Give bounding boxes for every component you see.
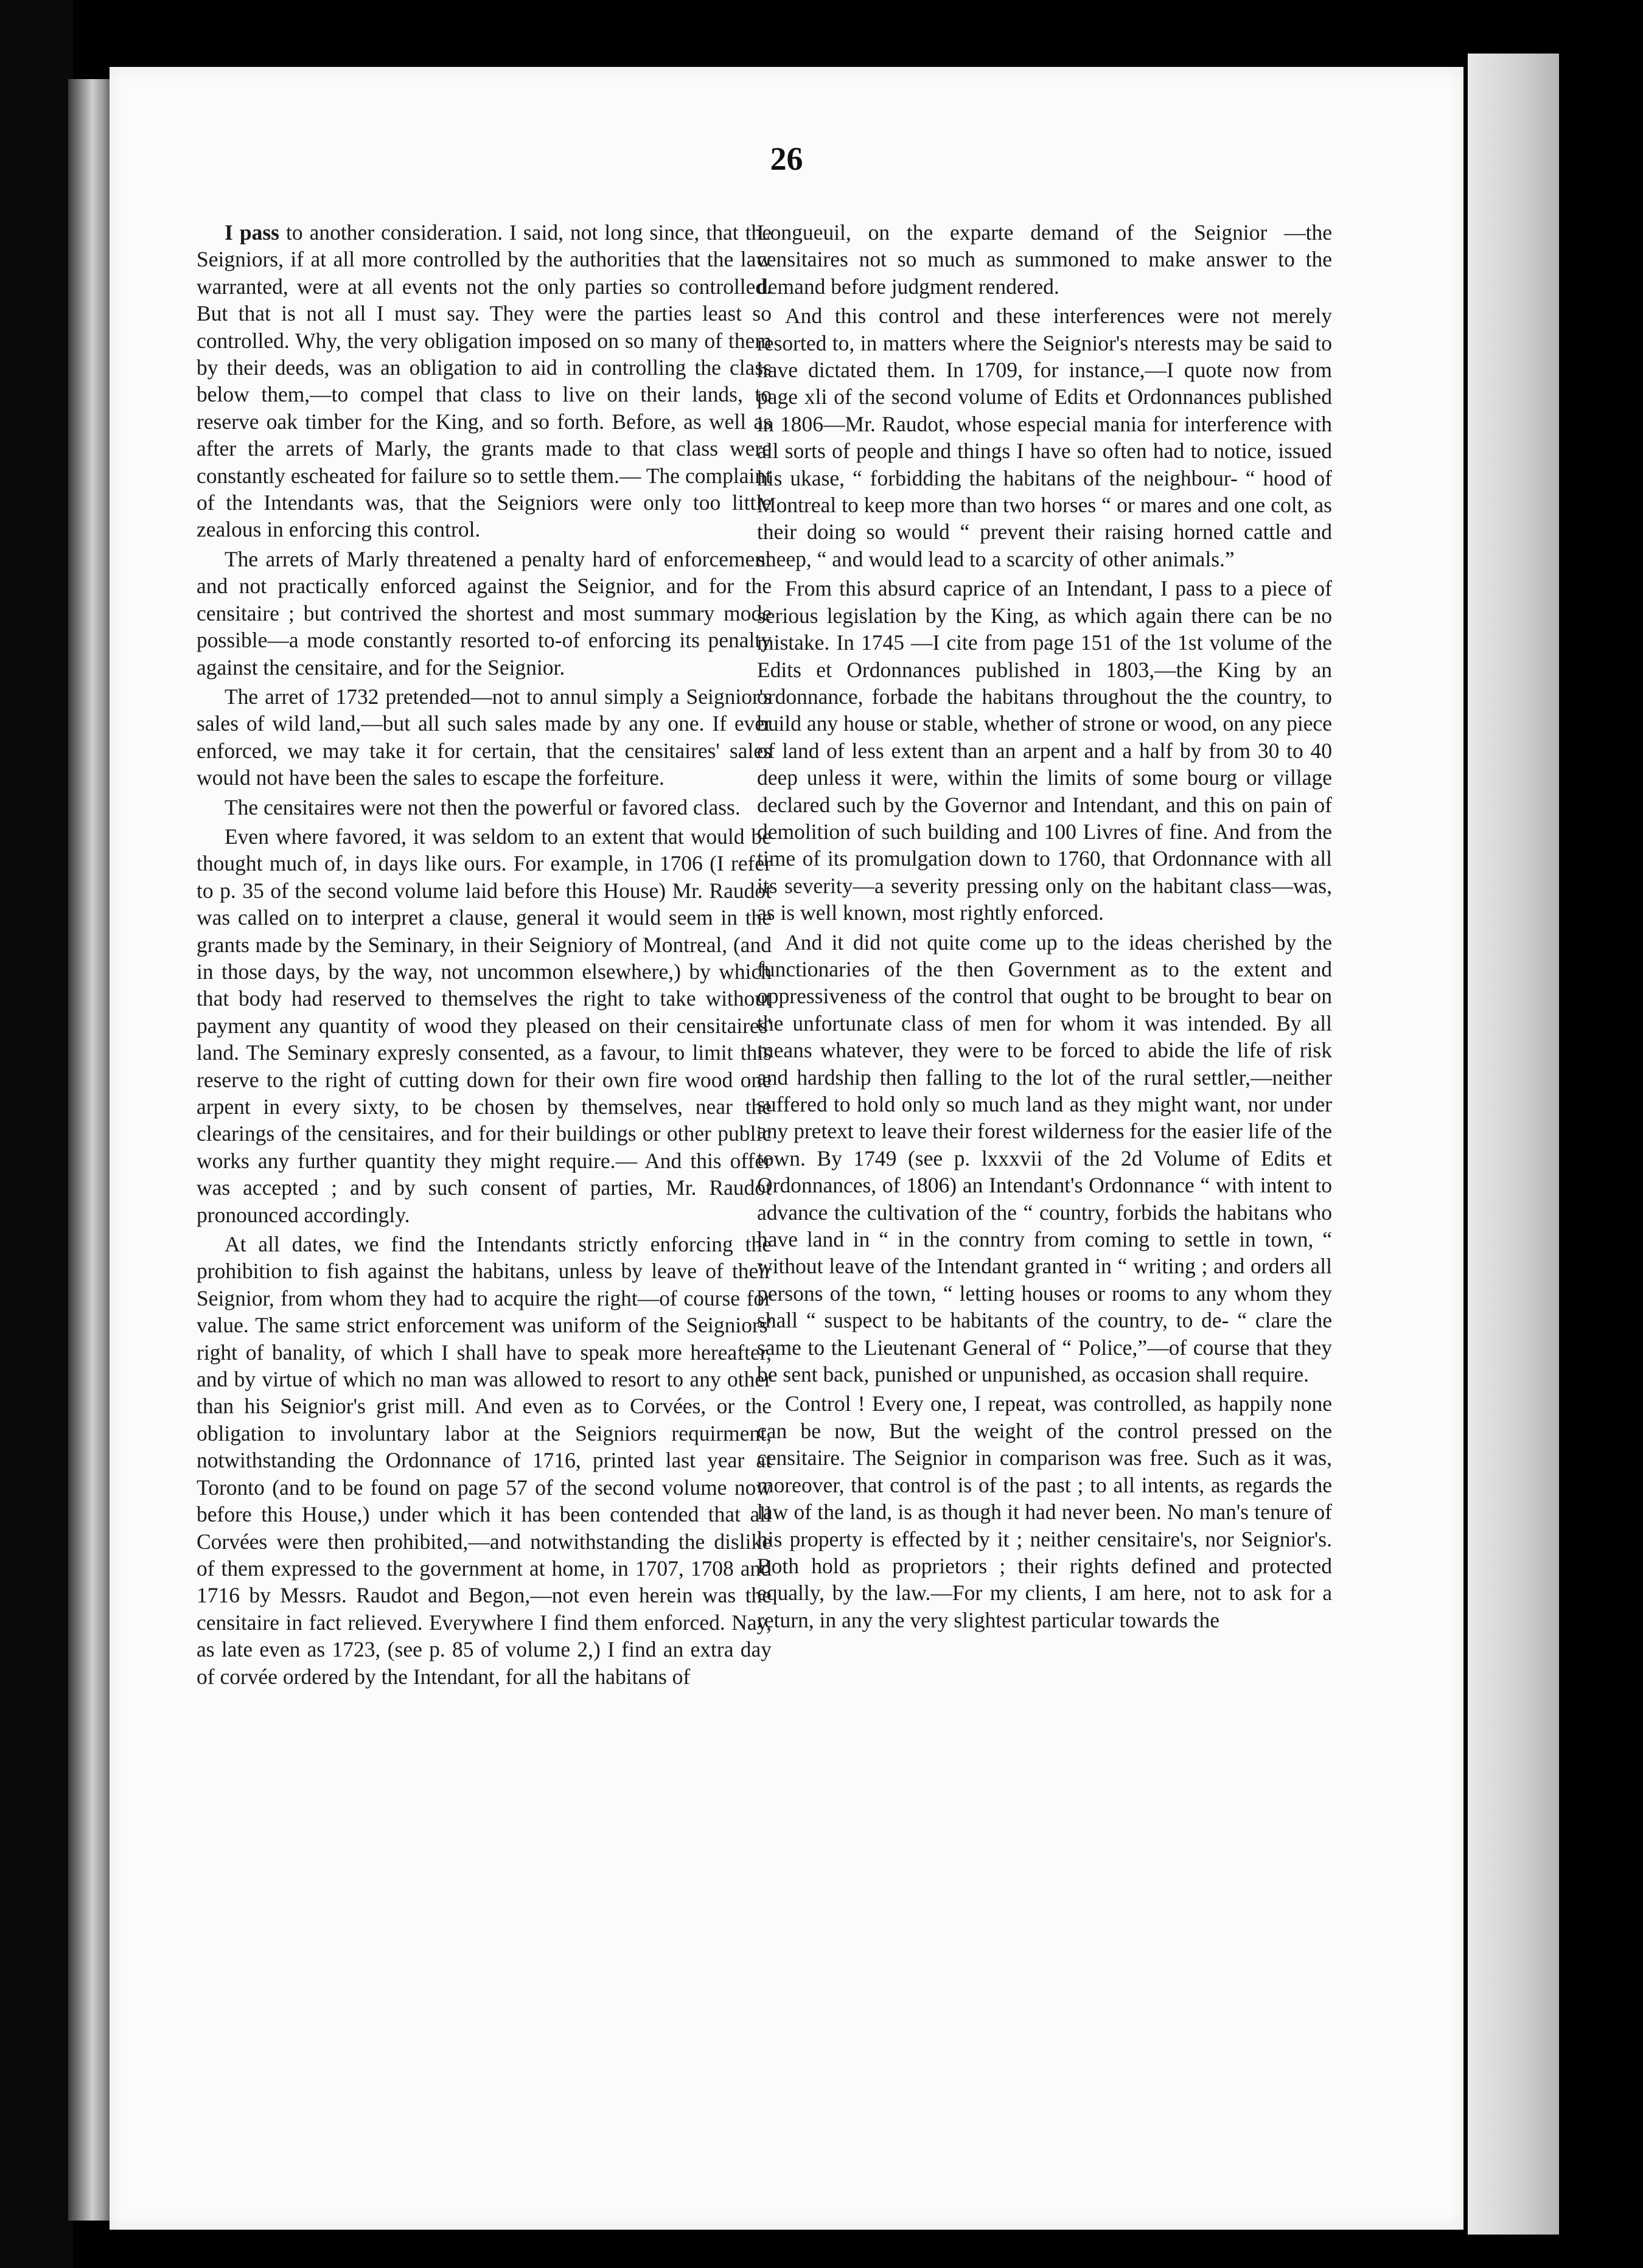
- paragraph-text: to another consideration. I said, not long since, that the Seigniors, if at all more controlled by the authorities that the law warranted, were at all events not the only parties so controlled. But that is not all I must say. They were the parties least so controlled. Why, the very obligation imposed on so many of them by their deeds, was an obligation to aid in controlling the class below them,—to compel that class to live on their lands, to reserve oak timber for the King, and so forth. Before, as well as after the arrets of Marly, the grants made to that class were constantly escheated for failure so to settle them.— The complaint of the Intendants was, that the Seigniors were only too little zealous in enforcing this control.: [197, 220, 772, 542]
- book-binding-edge: [68, 79, 112, 2221]
- paragraph: At all dates, we find the Intendants strictly enforcing the prohibition to fish against the habitans, unless by leave of their Seignior, from whom they had to acquire the right—of course for value. The same strict enforcement was uniform of the Seigniors' right of banality, of which I shall have to speak more hereafter, and by virtue of which no man was allowed to resort to any other than his Seignior's grist mill. And even as to Corvées, or the obligation to involuntary labor at the Seigniors requirment, notwithstanding the Ordonnance of 1716, printed last year at Toronto (and to be found on page 57 of the second volume now before this House,) under which it has been contended that all Corvées were then prohibited,—and notwithstanding the dislike of them expressed to the government at home, in 1707, 1708 and 1716 by Messrs. Raudot and Begon,—not even herein was the censitaire in fact relieved. Everywhere I find them enforced. Nay, as late even as 1723, (see p. 85 of volume 2,) I find an extra day of corvée ordered by the Intendant, for all the habitans of: [197, 1232, 772, 1689]
- paragraph: From this absurd caprice of an Intendant, I pass to a piece of serious legislation by the King, as which again there can be no mistake. In 1745 —I cite from page 151 of the 1st volume of the Edits et Ordonnances published in 1803,—the King by an ordonnance, forbade the habitans throughout the the country, to build any house or stable, whether of strone or wood, on any piece of land of less extent than an arpent and a half by from 30 to 40 deep unless it were, within the limits of some bourg or village declared such by the Governor and Intendant, and this on pain of demolition of such building and 100 Livres of fine. And from the time of its promulgation down to 1760, that Ordonnance with all its severity—a severity pressing only on the habitant class—was, as is well known, most rightly enforced.: [757, 576, 1332, 925]
- document-page: [110, 67, 1463, 2230]
- page-number: 26: [770, 141, 803, 177]
- right-column: [757, 219, 1332, 1636]
- paragraph: The arrets of Marly threatened a penalty hard of enforcement and not practically enforced against the Seignior, and for the censitaire ; but contrived the shortest and most summary mode possible—a mode constantly resorted to-of enforcing its penalty against the censitaire, and for the Seignior.: [197, 546, 772, 680]
- paragraph: The arret of 1732 pretended—not to annul simply a Seignior's sales of wild land,—but all such sales made by any one. If ever enforced, we may take it for certain, that the censitaires' sales would not have been the sales to escape the forfeiture.: [197, 684, 772, 790]
- paragraph-lead: I pass: [225, 220, 279, 245]
- paragraph: Even where favored, it was seldom to an extent that would be thought much of, in days like ours. For example, in 1706 (I refer to p. 35 of the second volume laid before this House) Mr. Raudot was called on to interpret a clause, general it would seem in the grants made by the Seminary, in their Seigniory of Montreal, (and in those days, by the way, not uncommon elsewhere,) by which that body had reserved to themselves the right to take without payment any quantity of wood they pleased on their censitaires' land. The Seminary expresly consented, as a favour, to limit this reserve to the right of cutting down for their own fire wood one arpent in every sixty, to be chosen by themselves, near the clearings of the censitaires, and for their buildings or other public works any further quantity they might require.— And this offer was accepted ; and by such consent of parties, Mr. Raudot pronounced accordingly.: [197, 824, 772, 1227]
- left-column: [197, 219, 772, 1692]
- paragraph: The censitaires were not then the powerful or favored class.: [225, 795, 741, 819]
- paragraph: And this control and these interferences were not merely resorted to, in matters where the Seignior's nterests may be said to have dictated them. In 1709, for instance,—I quote now from page xli of the second volume of Edits et Ordonnances published in 1806—Mr. Raudot, whose especial mania for interference with all sorts of people and things I have so often had to notice, issued his ukase, “ forbidding the habitans of the neighbour- “ hood of Montreal to keep more than two horses “ or mares and one colt, as their doing so would “ prevent their raising horned cattle and sheep, “ and would lead to a scarcity of other animals.”: [757, 304, 1332, 571]
- paragraph-continuation: Longueuil, on the exparte demand of the Seignior —the censitaires not so much as summoned to make answer to the demand before judgment rendered.: [757, 220, 1332, 299]
- scan-left-margin: [0, 0, 73, 2268]
- paragraph: And it did not quite come up to the ideas cherished by the functionaries of the then Government as to the extent and oppressiveness of the control that ought to be brought to bear on the unfortunate class of men for whom it was intended. By all means whatever, they were to be forced to abide the life of risk and hardship then falling to the lot of the rural settler,—neither suffered to hold only so much land as they might want, nor under any pretext to leave their forest wilderness for the easier life of the town. By 1749 (see p. lxxxvii of the 2d Volume of Edits et Ordonnances, of 1806) an Intendant's Ordonnance “ with intent to advance the cultivation of the “ country, forbids the habitans who have land in “ in the conntry from coming to settle in town, “ without leave of the Intendant granted in “ writing ; and orders all persons of the town, “ letting houses or rooms to any whom they shall “ suspect to be habitants of the country, to de- “ clare the same to the Lieutenant General of “ Police,”—of course that they be sent back, punished or unpunished, as occasion shall require.: [757, 930, 1332, 1387]
- paragraph: Control ! Every one, I repeat, was controlled, as happily none can be now, But the weight of the control pressed on the censitaire. The Seignior in comparison was free. Such as it was, moreover, that control is of the past ; to all intents, as regards the law of the land, is as though it had never been. No man's tenure of his property is effected by it ; neither censitaire's, nor Seignior's. Both hold as proprietors ; their rights defined and protected equally, by the law.—For my clients, I am here, not to ask for a return, in any the very slightest particular towards the: [757, 1391, 1332, 1632]
- paragraph: [197, 219, 772, 543]
- adjacent-page-edge: [1468, 54, 1559, 2235]
